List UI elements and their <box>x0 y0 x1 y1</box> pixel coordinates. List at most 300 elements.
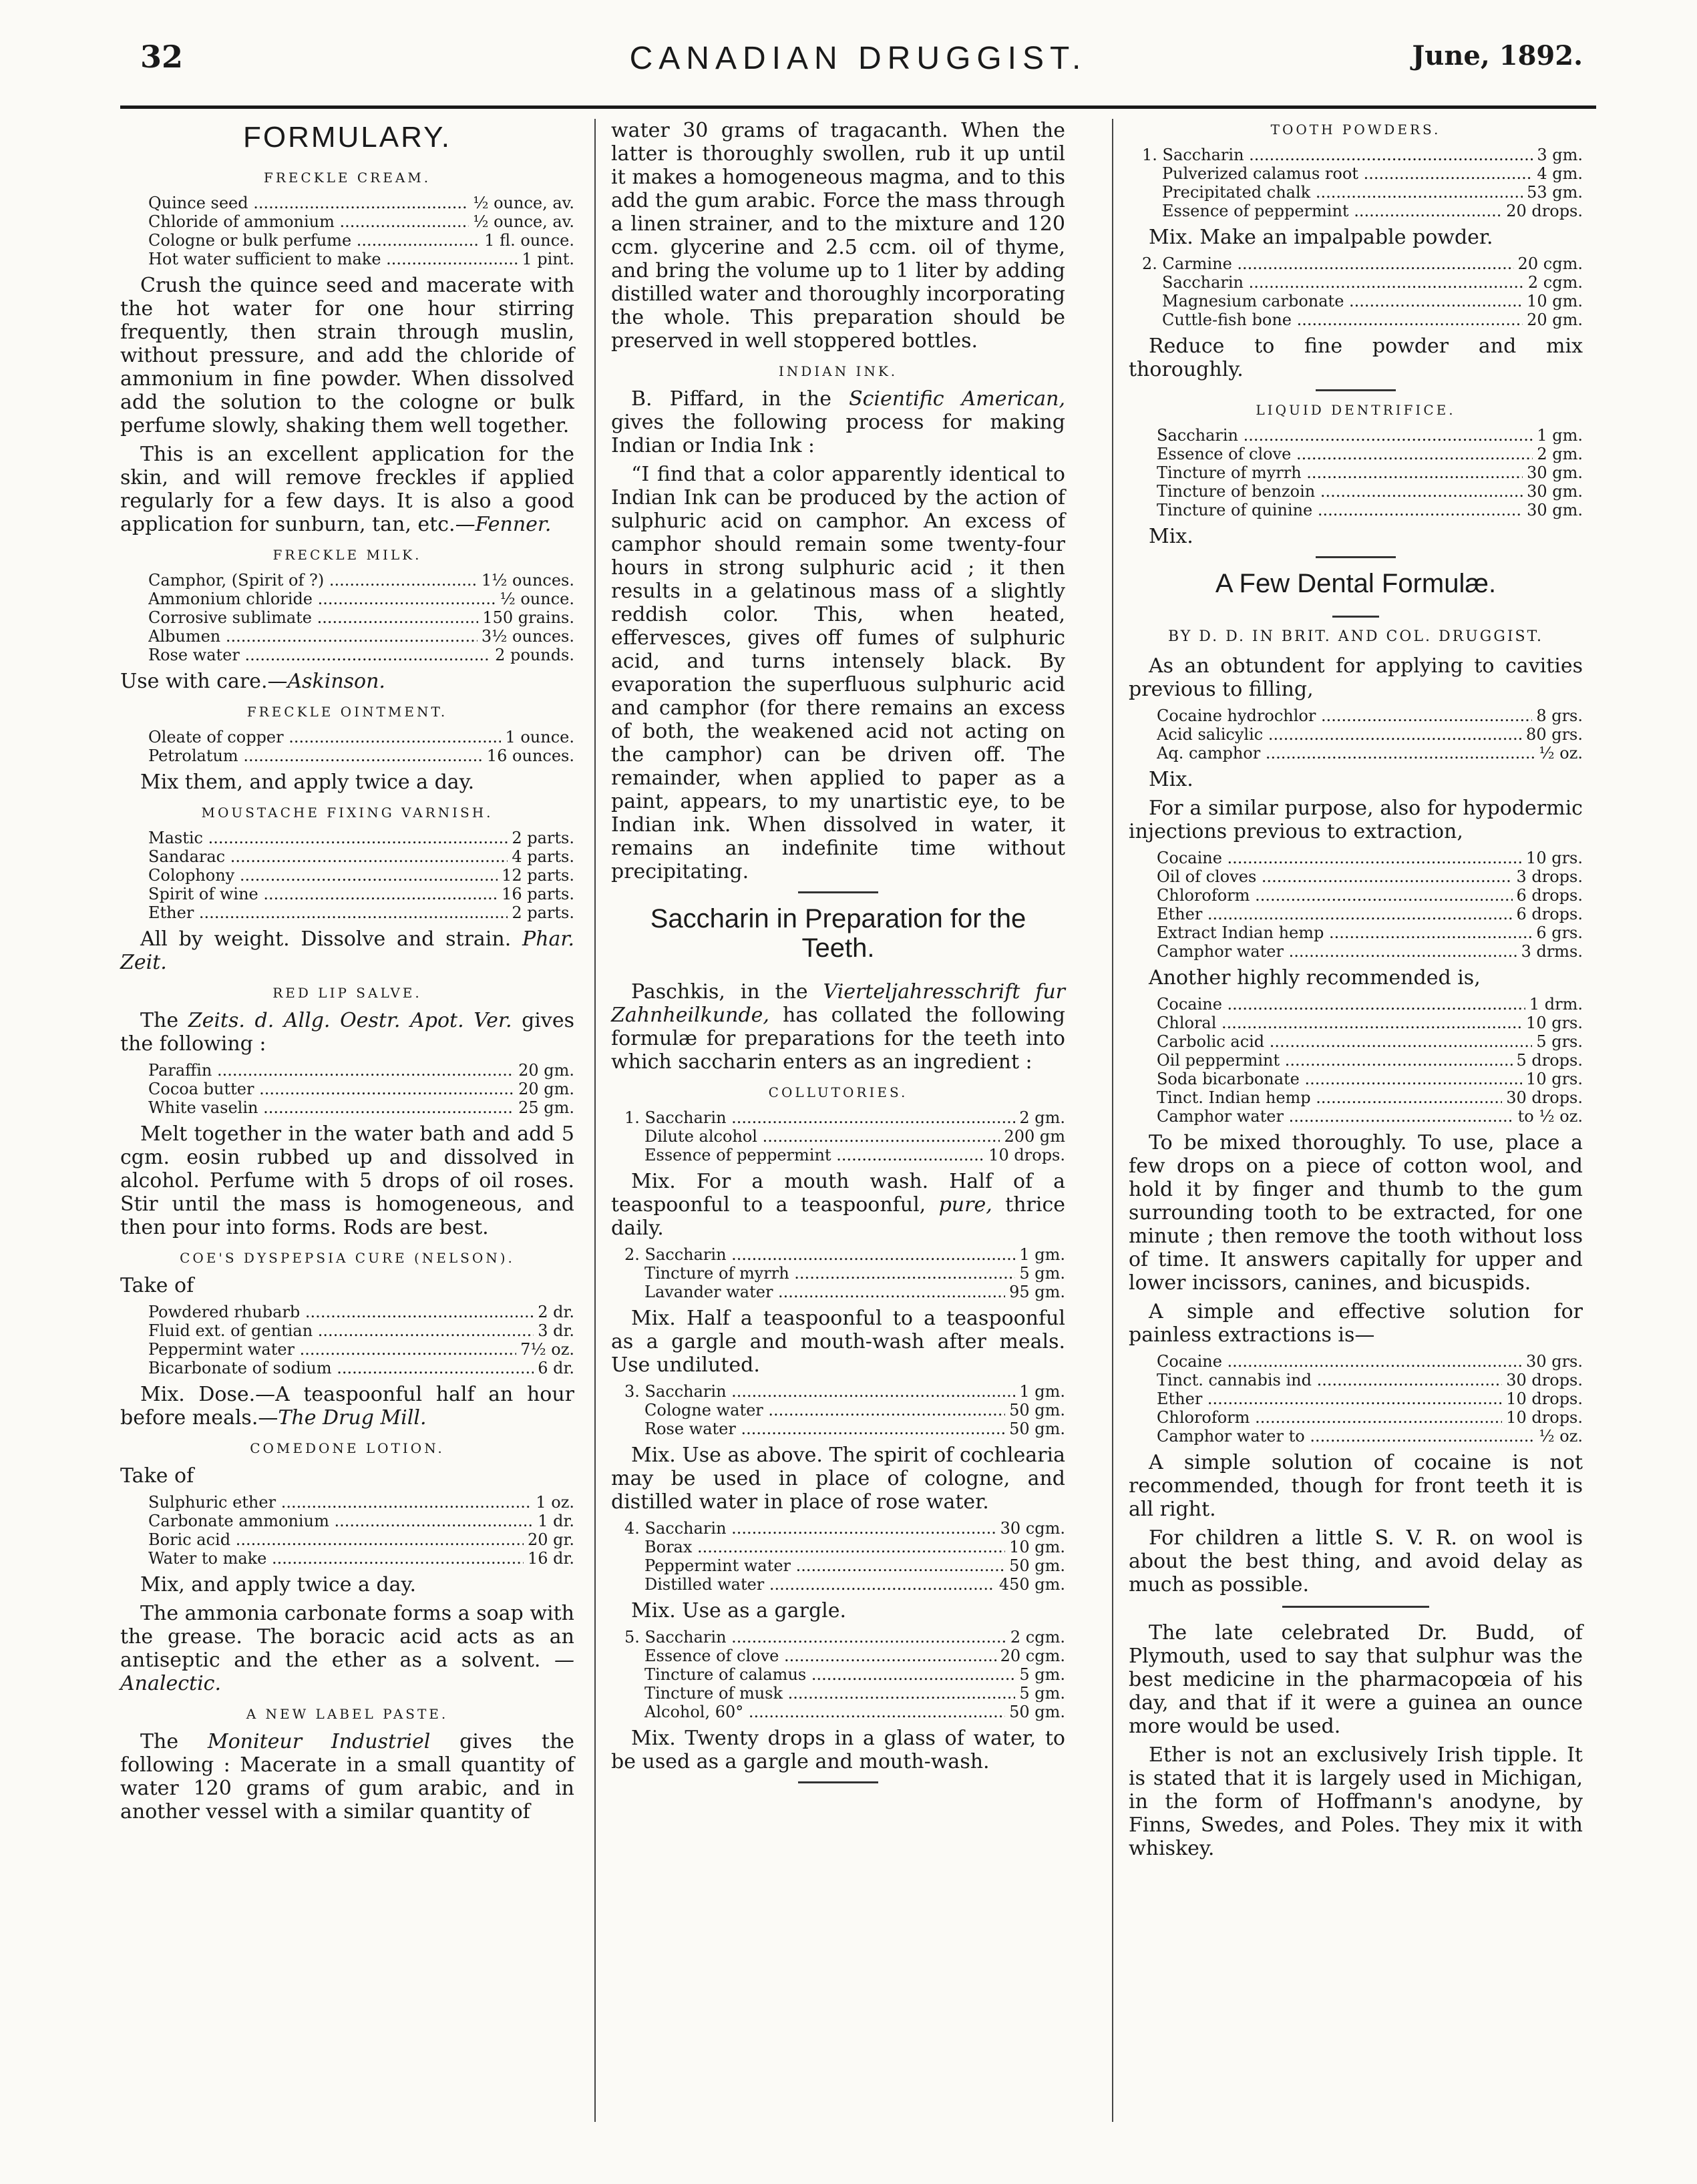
ingredient-amount: 5 gm. <box>1019 1665 1065 1684</box>
ingredient-row <box>1157 725 1583 744</box>
ingredient-name: Essence of clove ..... <box>624 1647 996 1665</box>
paragraph: A simple and effective solution for painless extractions is— <box>1129 1300 1583 1347</box>
ingredient-name: Petrolatum ..... <box>148 746 483 765</box>
ingredient-row <box>624 1146 1065 1164</box>
ingredient-row <box>148 1340 574 1359</box>
ingredient-amount: 20 cgm. <box>1517 254 1583 273</box>
ingredient-name: Pulverized calamus root ..... <box>1142 164 1533 183</box>
ingredient-name: Rose water ..... <box>624 1419 1005 1438</box>
ingredient-amount: 5 gm. <box>1019 1264 1065 1283</box>
paragraph: This is an excellent application for the skin, and will remove freckles if applied regularly for a few days. It is also a good application for sunburn, tan, etc.—Fenner. <box>120 443 574 536</box>
ingredient-row <box>148 866 574 885</box>
ingredient-amount: 6 drops. <box>1516 905 1583 923</box>
ingredient-row <box>148 847 574 866</box>
ingredient-amount: 25 gm. <box>518 1098 574 1117</box>
ingredient-name: Oleate of copper ..... <box>148 728 501 746</box>
ingredient-row <box>1157 1051 1583 1070</box>
ingredient-amount: 200 gm <box>1004 1127 1065 1146</box>
ingredient-row <box>148 231 574 250</box>
paragraph: Reduce to fine powder and mix thoroughly. <box>1129 335 1583 381</box>
paragraph: Mix, and apply twice a day. <box>140 1573 417 1596</box>
ingredient-row <box>1157 426 1583 445</box>
article-title: A Few Dental Formulæ. <box>1215 569 1497 598</box>
ingredient-amount: 2 parts. <box>512 829 574 847</box>
paragraph: To be mixed thoroughly. To use, place a few drops on a piece of cotton wool, and hold it by finger and thumb to the gum surrounding tooth to be extracted, for one minute ; then remove the tooth without loss of time. It answers capitally for upper and lower incissors, canines, and bicuspids. <box>1129 1131 1583 1295</box>
paragraph: For children a little S. V. R. on wool is about the best thing, and avoid delay as much as possible. <box>1129 1526 1583 1596</box>
ingredient-row <box>148 1061 574 1080</box>
ingredient-name: Powdered rhubarb ..... <box>148 1303 534 1321</box>
ingredient-row <box>148 627 574 646</box>
ingredient-row <box>1157 905 1583 923</box>
ingredient-amount: 3½ ounces. <box>481 627 574 646</box>
ingredient-name: Distilled water ..... <box>624 1575 995 1594</box>
ingredient-row <box>1142 146 1583 164</box>
ingredient-amount: 7½ oz. <box>520 1340 574 1359</box>
ingredient-row <box>148 1098 574 1117</box>
ingredient-name: Essence of peppermint ..... <box>1142 202 1502 220</box>
ingredient-name: Dilute alcohol ..... <box>624 1127 1000 1146</box>
paragraph: Mix. Dose.—A teaspoonful half an hour before meals.—The Drug Mill. <box>120 1383 574 1430</box>
ingredient-list <box>1157 426 1583 519</box>
ingredient-row <box>148 746 574 765</box>
paragraph: The Moniteur Industriel gives the following : Macerate in a small quantity of water 120 grams of gum arabic, and in another vessel with a similar quantity of <box>120 1730 574 1823</box>
ingredient-row <box>624 1575 1065 1594</box>
ingredient-name: Cologne or bulk perfume ..... <box>148 231 480 250</box>
ingredient-amount: 50 gm. <box>1009 1401 1065 1419</box>
ingredient-amount: 4 gm. <box>1537 164 1583 183</box>
ingredient-row <box>1157 744 1583 762</box>
ingredient-name: Oil of cloves ..... <box>1157 867 1513 886</box>
paragraph: Crush the quince seed and macerate with the hot water for one hour stirring frequently, then strain through muslin, without pressure, and add the chloride of ammonium in fine powder. When dissolved add the solution to the cologne or bulk perfume slowly, shaking them well together. <box>120 274 574 437</box>
ingredient-list <box>624 1519 1065 1594</box>
ingredient-amount: 16 dr. <box>528 1549 574 1568</box>
ingredient-row <box>1157 1107 1583 1126</box>
paragraph: Take of <box>120 1274 194 1297</box>
paragraph: Mix. <box>1149 525 1193 548</box>
ingredient-amount: 30 drops. <box>1506 1371 1583 1389</box>
divider <box>1316 389 1396 391</box>
ingredient-row <box>148 1493 574 1512</box>
ingredient-row <box>624 1382 1065 1401</box>
paragraph: Paschkis, in the Vierteljahresschrift fur Zahnheilkunde, has collated the following formulæ for preparations for the teeth into which saccharin enters as an ingredient : <box>611 980 1065 1074</box>
paragraph: A simple solution of cocaine is not recommended, though for front teeth it is all right. <box>1129 1451 1583 1521</box>
ingredient-row <box>148 1303 574 1321</box>
ingredient-amount: 6 drops. <box>1516 886 1583 905</box>
ingredient-list <box>1157 849 1583 961</box>
ingredient-name: Extract Indian hemp ..... <box>1157 923 1532 942</box>
ingredient-row <box>1157 995 1583 1014</box>
ingredient-amount: 6 dr. <box>538 1359 574 1377</box>
ingredient-name: Cocaine ..... <box>1157 1352 1522 1371</box>
ingredient-name: White vaselin ..... <box>148 1098 514 1117</box>
recipe-heading: FRECKLE MILK. <box>272 547 422 563</box>
ingredient-amount: 150 grains. <box>482 608 574 627</box>
ingredient-amount: 6 grs. <box>1536 923 1583 942</box>
ingredient-row <box>148 903 574 922</box>
recipe-heading: A NEW LABEL PASTE. <box>246 1706 449 1722</box>
ingredient-name: Borax ..... <box>624 1538 1005 1556</box>
ingredient-list <box>1142 146 1583 220</box>
ingredient-name: Lavander water ..... <box>624 1283 1005 1301</box>
paragraph: Mix them, and apply twice a day. <box>140 771 475 794</box>
ingredient-row <box>148 1080 574 1098</box>
ingredient-amount: 20 gm. <box>1527 310 1583 329</box>
ingredient-name: Acid salicylic ..... <box>1157 725 1522 744</box>
ingredient-row <box>148 1530 574 1549</box>
ingredient-name: 5. Saccharin ..... <box>624 1628 1006 1647</box>
ingredient-name: Chloral ..... <box>1157 1014 1522 1032</box>
paragraph: Mix. <box>1149 768 1193 791</box>
ingredient-list <box>148 829 574 922</box>
ingredient-list <box>148 1061 574 1117</box>
section-title: FORMULARY. <box>242 121 451 154</box>
ingredient-amount: 1 oz. <box>536 1493 574 1512</box>
ingredient-row <box>1157 501 1583 519</box>
paragraph: “I find that a color apparently identical to Indian Ink can be produced by the action of sulphuric acid on camphor. An excess of camphor should remain some twenty-four hours in strong sulphuric acid ; it then results in a gelatinous mass of a slightly reddish color. This, when heated, effervesces, gives off fumes of sulphuric acid, and turns intensely black. By evaporation the superfluous sulphuric acid and camphor (for there remains an excess of both, the weakened acid not acting on the camphor) can be driven off. The remainder, when applied to paper as a paint, appears, to my unartistic eye, to be Indian ink. When dissolved in water, it remains an indefinite time without precipitating. <box>611 463 1065 883</box>
paragraph: Take of <box>120 1464 194 1488</box>
paragraph: B. Piffard, in the Scientific American, gives the following process for making Indian or India Ink : <box>611 387 1065 457</box>
ingredient-name: Boric acid ..... <box>148 1530 524 1549</box>
ingredient-amount: 1 gm. <box>1019 1382 1065 1401</box>
ingredient-name: Tincture of benzoin ..... <box>1157 482 1523 501</box>
ingredient-row <box>1157 706 1583 725</box>
ingredient-name: Carbonate ammonium ..... <box>148 1512 534 1530</box>
ingredient-row <box>624 1684 1065 1703</box>
ingredient-row <box>148 829 574 847</box>
ingredient-amount: ½ oz. <box>1539 1427 1583 1446</box>
paragraph: Mix. For a mouth wash. Half of a teaspoonful to a teaspoonful, pure, thrice daily. <box>611 1170 1066 1240</box>
ingredient-name: Tincture of musk ..... <box>624 1684 1015 1703</box>
ingredient-name: Camphor water ..... <box>1157 942 1517 961</box>
ingredient-row <box>624 1245 1065 1264</box>
ingredient-row <box>624 1519 1065 1538</box>
ingredient-list <box>1157 706 1583 762</box>
ingredient-amount: ½ oz. <box>1539 744 1583 762</box>
ingredient-row <box>148 571 574 590</box>
ingredient-amount: 5 gm. <box>1019 1684 1065 1703</box>
ingredient-amount: 4 parts. <box>512 847 574 866</box>
ingredient-amount: 1½ ounces. <box>481 571 574 590</box>
ingredient-amount: 5 drops. <box>1516 1051 1583 1070</box>
ingredient-row <box>148 728 574 746</box>
ingredient-amount: 10 gm. <box>1527 292 1583 310</box>
ingredient-amount: 3 drops. <box>1516 867 1583 886</box>
ingredient-name: Cocoa butter ..... <box>148 1080 514 1098</box>
ingredient-amount: 2 gm. <box>1537 445 1583 463</box>
ingredient-name: 4. Saccharin ..... <box>624 1519 996 1538</box>
recipe-heading: INDIAN INK. <box>778 363 898 379</box>
paragraph: The ammonia carbonate forms a soap with the grease. The boracic acid acts as an antiseptic and the ether as a solvent. —Analectic. <box>120 1602 575 1695</box>
ingredient-amount: 20 cgm. <box>1000 1647 1065 1665</box>
recipe-heading: TOOTH POWDERS. <box>1270 122 1441 138</box>
paragraph: All by weight. Dissolve and strain. Phar. Zeit. <box>120 927 575 974</box>
ingredient-amount: 1 gm. <box>1019 1245 1065 1264</box>
ingredient-row <box>1157 1088 1583 1107</box>
paragraph: Mix. Use as a gargle. <box>631 1599 847 1622</box>
ingredient-name: Chloroform ..... <box>1157 886 1513 905</box>
ingredient-amount: 2 pounds. <box>495 646 574 664</box>
ingredient-amount: 95 gm. <box>1009 1283 1065 1301</box>
ingredient-row <box>624 1419 1065 1438</box>
ingredient-amount: 10 drops. <box>1506 1408 1583 1427</box>
ingredient-row <box>1157 1371 1583 1389</box>
ingredient-amount: 5 grs. <box>1536 1032 1583 1051</box>
ingredient-name: Rose water ..... <box>148 646 491 664</box>
ingredient-name: Essence of peppermint ..... <box>624 1146 984 1164</box>
ingredient-name: Cocaine ..... <box>1157 995 1525 1014</box>
ingredient-name: Essence of clove ..... <box>1157 445 1533 463</box>
ingredient-list <box>148 1493 574 1568</box>
ingredient-amount: 20 gm. <box>518 1080 574 1098</box>
ingredient-row <box>624 1665 1065 1684</box>
paragraph: As an obtundent for applying to cavities previous to filling, <box>1129 654 1583 701</box>
recipe-heading: RED LIP SALVE. <box>272 985 422 1001</box>
ingredient-amount: 30 cgm. <box>1000 1519 1065 1538</box>
ingredient-amount: 1 fl. ounce. <box>484 231 574 250</box>
recipe-heading: COLLUTORIES. <box>768 1084 908 1100</box>
ingredient-list <box>148 571 574 664</box>
ingredient-amount: 53 gm. <box>1527 183 1583 202</box>
ingredient-amount: 10 drops. <box>1506 1389 1583 1408</box>
ingredient-name: Camphor water to ..... <box>1157 1427 1535 1446</box>
ingredient-row <box>1142 164 1583 183</box>
ingredient-amount: 1 gm. <box>1537 426 1583 445</box>
ingredient-row <box>1157 463 1583 482</box>
paragraph: Mix. Half a teaspoonful to a teaspoonful as a gargle and mouth-wash after meals. Use undiluted. <box>611 1307 1065 1377</box>
ingredient-name: Sandarac ..... <box>148 847 508 866</box>
ingredient-name: Ammonium chloride ..... <box>148 590 496 608</box>
column-divider <box>594 119 596 2122</box>
recipe-heading: MOUSTACHE FIXING VARNISH. <box>201 805 494 821</box>
paragraph: Another highly recommended is, <box>1149 966 1481 990</box>
ingredient-list <box>624 1108 1065 1164</box>
ingredient-list <box>148 1303 574 1377</box>
ingredient-row <box>148 250 574 268</box>
ingredient-amount: 10 drops. <box>988 1146 1065 1164</box>
article-title: Saccharin in Preparation for the Teeth. <box>650 904 1026 963</box>
page-number: 32 <box>140 39 184 75</box>
ingredient-amount: 2 gm. <box>1019 1108 1065 1127</box>
ingredient-row <box>1157 1389 1583 1408</box>
ingredient-amount: 12 parts. <box>502 866 574 885</box>
ingredient-list <box>148 194 574 268</box>
ingredient-amount: 30 drops. <box>1506 1088 1583 1107</box>
ingredient-amount: 1 dr. <box>538 1512 574 1530</box>
ingredient-row <box>1157 1352 1583 1371</box>
ingredient-list <box>1157 1352 1583 1446</box>
ingredient-name: Cologne water ..... <box>624 1401 1005 1419</box>
paragraph: The late celebrated Dr. Budd, of Plymouth, used to say that sulphur was the best medicine in the pharmacopœia of his day, and that if it were a guinea an ounce more would be used. <box>1129 1621 1583 1738</box>
ingredient-row <box>1142 273 1583 292</box>
ingredient-name: Colophony ..... <box>148 866 498 885</box>
byline: BY D. D. IN BRIT. AND COL. DRUGGIST. <box>1167 628 1544 645</box>
ingredient-list <box>1157 995 1583 1126</box>
ingredient-amount: 50 gm. <box>1009 1703 1065 1721</box>
ingredient-amount: 450 gm. <box>998 1575 1065 1594</box>
ingredient-amount: 30 gm. <box>1527 463 1583 482</box>
paragraph: Use with care.—Askinson. <box>120 670 385 693</box>
divider <box>798 891 878 893</box>
ingredient-amount: to ½ oz. <box>1517 1107 1583 1126</box>
ingredient-row <box>148 1359 574 1377</box>
ingredient-name: 1. Saccharin ..... <box>624 1108 1015 1127</box>
ingredient-name: Oil peppermint ..... <box>1157 1051 1513 1070</box>
ingredient-name: Ether ..... <box>148 903 508 922</box>
ingredient-amount: 2 parts. <box>512 903 574 922</box>
divider <box>798 1781 878 1783</box>
ingredient-amount: 1 ounce. <box>505 728 574 746</box>
column-right <box>1129 119 1583 1866</box>
ingredient-name: Cuttle-fish bone ..... <box>1142 310 1523 329</box>
ingredient-row <box>1157 1070 1583 1088</box>
ingredient-row <box>1157 1032 1583 1051</box>
ingredient-row <box>148 590 574 608</box>
ingredient-row <box>624 1556 1065 1575</box>
journal-title: CANADIAN DRUGGIST. <box>629 41 1087 76</box>
ingredient-amount: 3 drms. <box>1521 942 1583 961</box>
ingredient-name: Soda bicarbonate ..... <box>1157 1070 1522 1088</box>
paragraph: Mix. Make an impalpable powder. <box>1149 226 1493 249</box>
ingredient-name: Ether ..... <box>1157 1389 1502 1408</box>
ingredient-name: Peppermint water ..... <box>624 1556 1005 1575</box>
ingredient-name: Tinct. Indian hemp ..... <box>1157 1088 1502 1107</box>
ingredient-name: Albumen ..... <box>148 627 478 646</box>
ingredient-row <box>624 1538 1065 1556</box>
paragraph: Mix. Twenty drops in a glass of water, to be used as a gargle and mouth-wash. <box>611 1727 1065 1773</box>
ingredient-name: Tincture of myrrh ..... <box>624 1264 1015 1283</box>
ingredient-row <box>1142 183 1583 202</box>
ingredient-name: Saccharin ..... <box>1142 273 1524 292</box>
paragraph: Ether is not an exclusively Irish tipple. It is stated that it is largely used in Michigan, in the form of Hoffmann's anodyne, by Finns, Swedes, and Poles. They mix it with whiskey. <box>1129 1743 1583 1860</box>
ingredient-name: Chloride of ammonium ..... <box>148 212 469 231</box>
ingredient-row <box>1157 445 1583 463</box>
ingredient-name: Cocaine hydrochlor ..... <box>1157 706 1532 725</box>
recipe-heading: FRECKLE OINTMENT. <box>246 704 448 720</box>
divider <box>1332 616 1379 618</box>
ingredient-amount: 20 gr. <box>528 1530 574 1549</box>
ingredient-name: Spirit of wine ..... <box>148 885 498 903</box>
ingredient-row <box>624 1127 1065 1146</box>
ingredient-name: Water to make ..... <box>148 1549 524 1568</box>
ingredient-row <box>148 212 574 231</box>
ingredient-name: Fluid ext. of gentian ..... <box>148 1321 534 1340</box>
ingredient-name: Precipitated chalk ..... <box>1142 183 1523 202</box>
ingredient-name: Aq. camphor ..... <box>1157 744 1535 762</box>
ingredient-amount: ½ ounce, av. <box>473 194 574 212</box>
ingredient-name: 2. Saccharin ..... <box>624 1245 1015 1264</box>
ingredient-row <box>624 1283 1065 1301</box>
ingredient-row <box>148 1512 574 1530</box>
paragraph: The Zeits. d. Allg. Oestr. Apot. Ver. gives the following : <box>120 1009 574 1056</box>
divider <box>1316 556 1396 558</box>
page-header <box>120 32 1596 109</box>
ingredient-amount: 16 ounces. <box>486 746 574 765</box>
ingredient-name: 2. Carmine ..... <box>1142 254 1514 273</box>
ingredient-row <box>1157 1427 1583 1446</box>
paragraph: water 30 grams of tragacanth. When the latter is thoroughly swollen, rub it up until it makes a homogeneous magma, and to this add the gum arabic. Force the mass through a linen strainer, and to the mixture and 120 ccm. glycerine and 2.5 ccm. oil of thyme, and bring the volume up to 1 liter by adding distilled water and thoroughly incorporating the whole. This preparation should be preserved in well stoppered bottles. <box>611 119 1065 353</box>
issue-date: June, 1892. <box>1412 40 1583 71</box>
ingredient-amount: 20 gm. <box>518 1061 574 1080</box>
ingredient-name: Camphor, (Spirit of ?) ..... <box>148 571 478 590</box>
ingredient-amount: 2 cgm. <box>1010 1628 1065 1647</box>
ingredient-name: Chloroform ..... <box>1157 1408 1502 1427</box>
recipe-heading: LIQUID DENTRIFICE. <box>1256 402 1456 418</box>
ingredient-row <box>1157 1408 1583 1427</box>
ingredient-amount: 10 grs. <box>1526 1070 1583 1088</box>
ingredient-amount: 3 gm. <box>1537 146 1583 164</box>
ingredient-row <box>148 885 574 903</box>
ingredient-amount: 20 drops. <box>1506 202 1583 220</box>
column-middle <box>611 119 1065 1794</box>
ingredient-amount: 10 gm. <box>1009 1538 1065 1556</box>
ingredient-name: Camphor water ..... <box>1157 1107 1514 1126</box>
ingredient-name: Tincture of quinine ..... <box>1157 501 1523 519</box>
paragraph: For a similar purpose, also for hypodermic injections previous to extraction, <box>1129 797 1583 843</box>
ingredient-row <box>624 1647 1065 1665</box>
ingredient-row <box>1142 292 1583 310</box>
ingredient-amount: 50 gm. <box>1009 1419 1065 1438</box>
ingredient-row <box>1142 254 1583 273</box>
ingredient-amount: 16 parts. <box>502 885 574 903</box>
ingredient-amount: ½ ounce. <box>500 590 574 608</box>
ingredient-name: Saccharin ..... <box>1157 426 1533 445</box>
divider <box>1282 1606 1429 1608</box>
ingredient-amount: 30 gm. <box>1527 501 1583 519</box>
ingredient-row <box>1157 849 1583 867</box>
ingredient-amount: 30 gm. <box>1527 482 1583 501</box>
ingredient-amount: 3 dr. <box>538 1321 574 1340</box>
ingredient-row <box>624 1108 1065 1127</box>
ingredient-amount: ½ ounce, av. <box>473 212 574 231</box>
ingredient-name: Tincture of calamus ..... <box>624 1665 1015 1684</box>
ingredient-name: Corrosive sublimate ..... <box>148 608 478 627</box>
ingredient-list <box>624 1245 1065 1301</box>
recipe-heading: FRECKLE CREAM. <box>263 170 431 186</box>
ingredient-name: Tinct. cannabis ind ..... <box>1157 1371 1502 1389</box>
ingredient-name: Peppermint water ..... <box>148 1340 516 1359</box>
ingredient-name: 3. Saccharin ..... <box>624 1382 1015 1401</box>
ingredient-row <box>1157 942 1583 961</box>
ingredient-name: Tincture of myrrh ..... <box>1157 463 1523 482</box>
ingredient-row <box>148 1321 574 1340</box>
ingredient-list <box>624 1382 1065 1438</box>
ingredient-row <box>624 1264 1065 1283</box>
ingredient-amount: 2 cgm. <box>1527 273 1583 292</box>
ingredient-name: Carbolic acid ..... <box>1157 1032 1532 1051</box>
ingredient-amount: 1 pint. <box>522 250 574 268</box>
recipe-heading: COMEDONE LOTION. <box>250 1440 445 1456</box>
recipe-heading: COE'S DYSPEPSIA CURE (NELSON). <box>180 1250 515 1266</box>
ingredient-row <box>148 1549 574 1568</box>
ingredient-row <box>1157 923 1583 942</box>
ingredient-amount: 10 grs. <box>1526 1014 1583 1032</box>
ingredient-name: Alcohol, 60° ..... <box>624 1703 1005 1721</box>
ingredient-row <box>148 608 574 627</box>
column-divider <box>1112 119 1113 2122</box>
ingredient-row <box>1157 1014 1583 1032</box>
paragraph: Mix. Use as above. The spirit of cochlearia may be used in place of cologne, and distilled water in place of rose water. <box>611 1444 1065 1514</box>
ingredient-name: 1. Saccharin ..... <box>1142 146 1533 164</box>
ingredient-amount: 2 dr. <box>538 1303 574 1321</box>
paragraph: Melt together in the water bath and add 5 cgm. eosin rubbed up and dissolved in alcohol. Perfume with 5 drops of oil roses. Stir until the mass is homogeneous, and then pour into forms. Rods are best. <box>120 1122 574 1239</box>
ingredient-name: Paraffin ..... <box>148 1061 514 1080</box>
ingredient-name: Cocaine ..... <box>1157 849 1522 867</box>
ingredient-row <box>1157 886 1583 905</box>
ingredient-row <box>148 646 574 664</box>
ingredient-name: Ether ..... <box>1157 905 1513 923</box>
ingredient-name: Bicarbonate of sodium ..... <box>148 1359 534 1377</box>
ingredient-name: Quince seed ..... <box>148 194 469 212</box>
